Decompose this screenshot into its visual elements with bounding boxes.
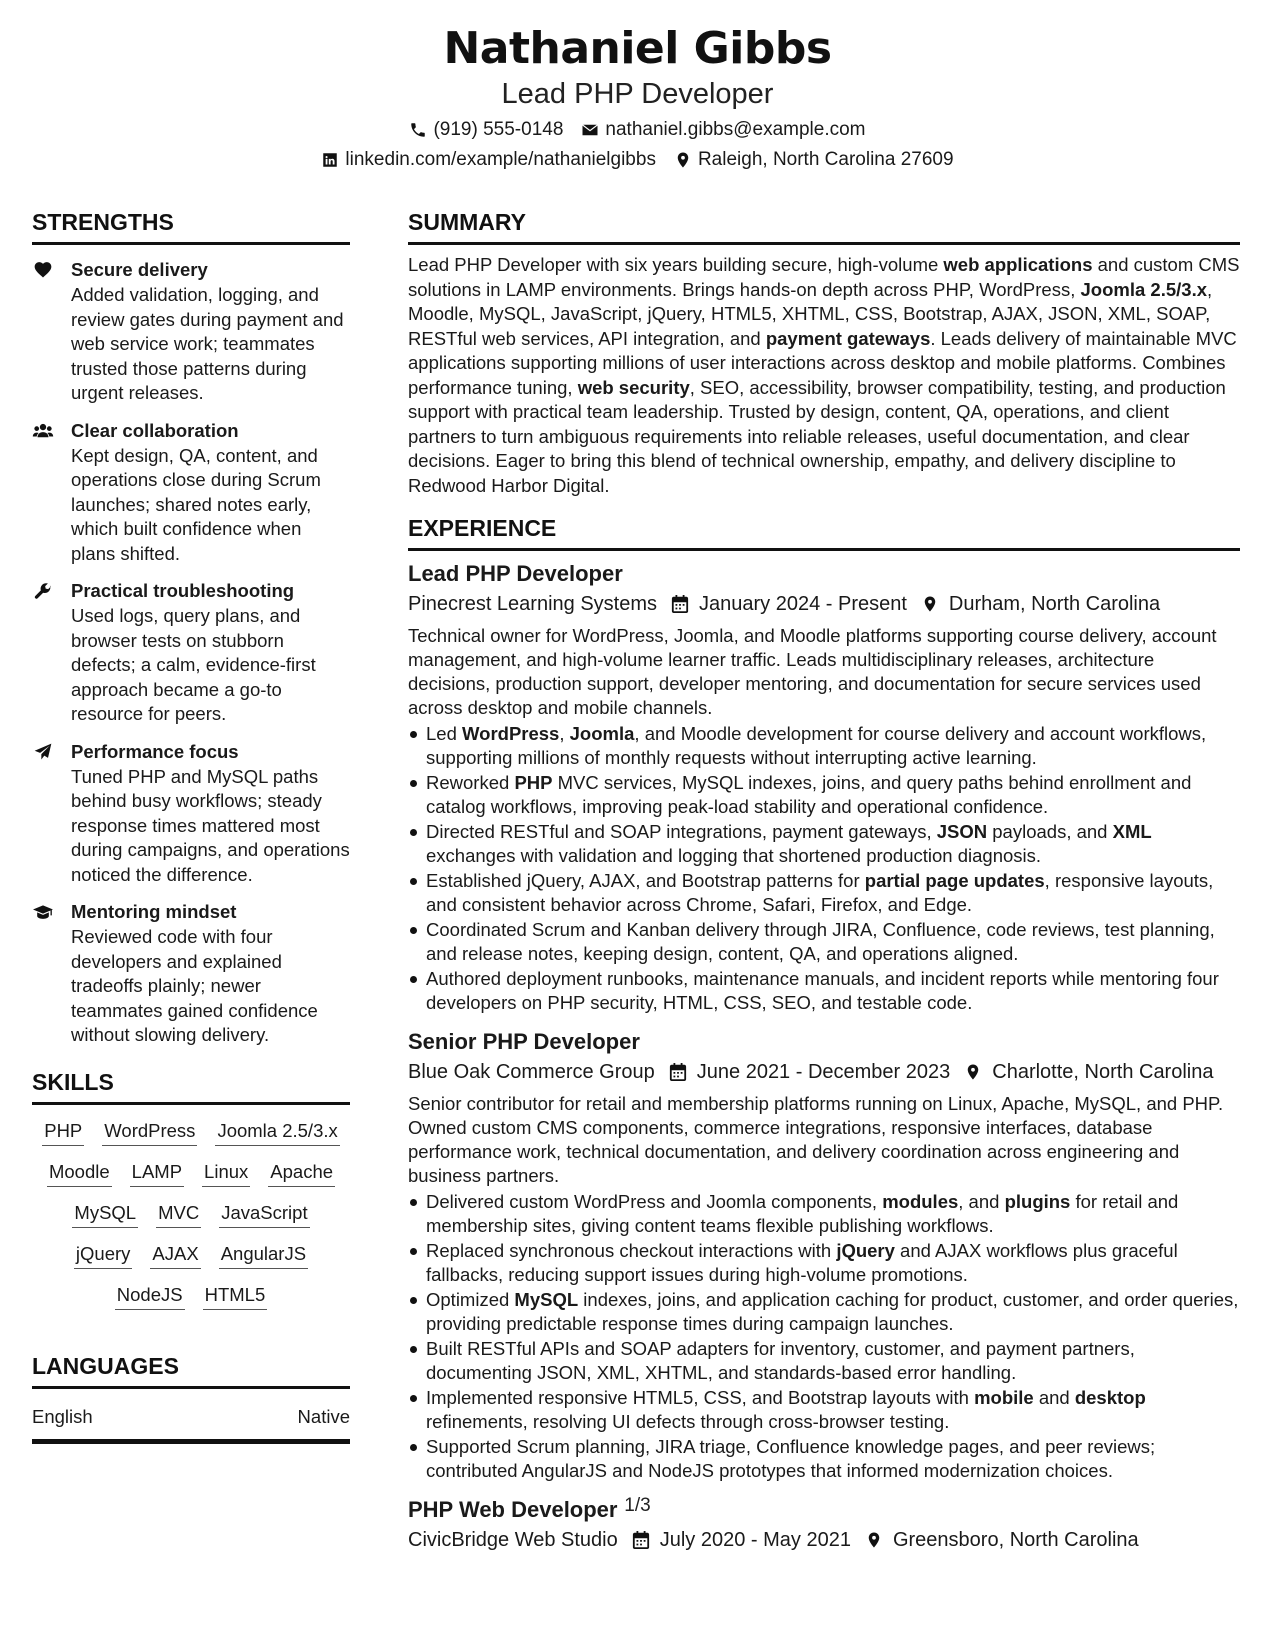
right-column — [408, 208, 1240, 1554]
summary-text: Lead PHP Developer with six years building secure, high-volume web applications and custom CMS solutions in LAMP environments. Brings hands-on depth across PHP, WordPress, Joomla 2.5/3.x, Moodle, MySQL, JavaScript, jQuery, HTML5, XHTML, CSS, Bootstrap, AJAX, JSON, XML, SOAP, RESTful web services, API integration, and payment gateways. Leads delivery of maintainable MVC applications supporting millions of user interactions across desktop and mobile platforms. Combines performance tuning, web security, SEO, accessibility, browser compatibility, testing, and production support with practical team leadership. Trusted by design, content, QA, operations, and client partners to turn ambiguous requirements into reliable releases, useful documentation, and clear decisions. Eager to bring this blend of technical ownership, empathy, and delivery discipline to Redwood Harbor Digital. — [408, 254, 1240, 496]
strengths-heading: STRENGTHS — [32, 208, 350, 245]
job-entry — [408, 559, 1240, 1015]
language-name: English — [32, 1405, 93, 1427]
job-dates: July 2020 - May 2021 — [659, 1529, 851, 1551]
job-meta — [408, 1526, 1240, 1554]
candidate-name: Nathaniel Gibbs — [443, 23, 832, 74]
map-pin-icon — [674, 151, 692, 169]
job-location: Durham, North Carolina — [948, 593, 1161, 615]
resume-header — [0, 22, 1275, 173]
contact-location — [674, 147, 954, 173]
contact-email[interactable] — [581, 117, 865, 143]
job-company: CivicBridge Web Studio — [408, 1529, 618, 1551]
strength-item — [32, 899, 350, 1048]
skill-tag: MVC — [156, 1199, 201, 1228]
users-icon — [32, 421, 54, 441]
email-text: nathaniel.gibbs@example.com — [605, 119, 866, 140]
job-meta — [408, 1058, 1240, 1086]
wrench-icon — [32, 581, 54, 601]
job-bullet: Supported Scrum planning, JIRA triage, Confluence knowledge pages, and peer reviews; contributed AngularJS and NodeJS prototypes that informed modernization choices. — [408, 1435, 1240, 1483]
skills-heading: SKILLS — [32, 1068, 350, 1105]
skill-tag: MySQL — [72, 1199, 138, 1228]
graduation-cap-icon — [32, 902, 54, 922]
job-location: Greensboro, North Carolina — [892, 1529, 1139, 1551]
job-bullet: Replaced synchronous checkout interactions with jQuery and AJAX workflows plus graceful fallbacks, reducing support issues during high-volume promotions. — [408, 1239, 1240, 1287]
job-entry — [408, 1027, 1240, 1483]
contact-row-1 — [0, 117, 1275, 143]
skill-tag: Apache — [268, 1158, 335, 1187]
skills-section — [32, 1068, 350, 1310]
job-bullet: Established jQuery, AJAX, and Bootstrap patterns for partial page updates, responsive layouts, and consistent behavior across Chrome, Safari, Firefox, and Edge. — [408, 869, 1240, 917]
calendar-icon — [671, 594, 689, 614]
language-row — [32, 1405, 350, 1444]
skill-tag: HTML5 — [203, 1281, 268, 1310]
experience-section — [408, 514, 1240, 1554]
job-description: Senior contributor for retail and membership platforms running on Linux, Apache, MySQL, and PHP. Owned custom CMS components, commerce integrations, responsive interfaces, database performance work, technical documentation, and delivery coordination across engineering and business partners. — [408, 1093, 1224, 1186]
skill-tag: LAMP — [130, 1158, 184, 1187]
language-level: Native — [297, 1405, 350, 1427]
job-bullet: Implemented responsive HTML5, CSS, and Bootstrap layouts with mobile and desktop refinements, resolving UI defects through cross-browser testing. — [408, 1386, 1240, 1434]
strength-desc: Added validation, logging, and review gates during payment and web service work; teammates trusted those patterns during urgent releases. — [71, 284, 344, 403]
job-bullet: Directed RESTful and SOAP integrations, payment gateways, JSON payloads, and XML exchanges with validation and logging that shortened production diagnosis. — [408, 820, 1240, 868]
job-bullet: Optimized MySQL indexes, joins, and application caching for product, customer, and order queries, providing predictable response times during campaign launches. — [408, 1288, 1240, 1336]
strength-title: Practical troubleshooting — [71, 580, 295, 601]
paper-plane-icon — [32, 742, 54, 762]
strength-item — [32, 739, 350, 888]
job-location: Charlotte, North Carolina — [992, 1061, 1214, 1083]
summary-section — [408, 208, 1240, 498]
skill-tag: Linux — [202, 1158, 250, 1187]
map-pin-icon — [964, 1062, 982, 1082]
strength-desc: Reviewed code with four developers and explained tradeoffs plainly; newer teammates gained confidence without slowing delivery. — [71, 926, 318, 1045]
skill-tag: WordPress — [102, 1117, 197, 1146]
strength-title: Clear collaboration — [71, 419, 239, 441]
job-company: Pinecrest Learning Systems — [408, 593, 658, 615]
skill-tag: AJAX — [150, 1240, 200, 1269]
map-pin-icon — [865, 1530, 883, 1550]
location-text: Raleigh, North Carolina 27609 — [697, 149, 954, 170]
strength-title: Secure delivery — [71, 259, 208, 280]
job-dates: June 2021 - December 2023 — [696, 1061, 951, 1083]
calendar-icon — [632, 1530, 650, 1550]
job-meta — [408, 590, 1240, 618]
job-bullet: Built RESTful APIs and SOAP adapters for inventory, customer, and payment partners, documenting JSON, XML, XHTML, and standards-based error handling. — [408, 1337, 1240, 1385]
heart-icon — [32, 260, 54, 280]
strength-title: Performance focus — [71, 740, 239, 762]
skills-list — [32, 1117, 350, 1310]
skill-tag: Joomla 2.5/3.x — [215, 1117, 339, 1146]
job-title: Lead PHP Developer — [408, 561, 623, 586]
contact-phone[interactable] — [409, 117, 563, 143]
job-dates: January 2024 - Present — [699, 593, 907, 615]
job-bullets — [408, 722, 1240, 1015]
contact-row-2 — [0, 147, 1275, 173]
strength-desc: Kept design, QA, content, and operations close during Scrum launches; shared notes early, which built confidence when plans shifted. — [71, 444, 321, 564]
languages-heading: LANGUAGES — [32, 1352, 350, 1389]
job-bullet: Authored deployment runbooks, maintenance manuals, and incident reports while mentoring four developers on PHP security, HTML, CSS, SEO, and testable code. — [408, 967, 1240, 1015]
skill-tag: NodeJS — [115, 1281, 185, 1310]
candidate-title: Lead PHP Developer — [501, 78, 774, 110]
skill-tag: jQuery — [74, 1240, 133, 1269]
calendar-icon — [669, 1062, 687, 1082]
phone-icon — [409, 121, 427, 139]
linkedin-text: linkedin.com/example/nathanielgibbs — [345, 149, 656, 170]
job-company: Blue Oak Commerce Group — [408, 1061, 655, 1083]
job-bullets — [408, 1190, 1240, 1483]
strength-desc: Used logs, query plans, and browser tests on stubborn defects; a calm, evidence-first approach became a go-to resource for peers. — [71, 605, 316, 724]
map-pin-icon — [921, 594, 939, 614]
strength-desc: Tuned PHP and MySQL paths behind busy workflows; steady response times mattered most during campaigns, and operations noticed the difference. — [71, 765, 350, 885]
envelope-icon — [581, 121, 599, 139]
contact-linkedin[interactable] — [321, 147, 656, 173]
job-bullet: Led WordPress, Joomla, and Moodle development for course delivery and account workflows, supporting millions of monthly requests without interrupting active learning. — [408, 722, 1240, 770]
job-title: Senior PHP Developer — [408, 1029, 640, 1054]
page-number: 1/3 — [624, 1495, 651, 1516]
job-bullet: Delivered custom WordPress and Joomla components, modules, and plugins for retail and membership sites, giving content teams flexible publishing workflows. — [408, 1190, 1240, 1238]
job-description: Technical owner for WordPress, Joomla, and Moodle platforms supporting course delivery, account management, and high-volume learner traffic. Leads multidisciplinary releases, architecture decisions, production support, developer mentoring, and documentation for secure services used across desktop and mobile channels. — [408, 625, 1217, 718]
strength-title: Mentoring mindset — [71, 901, 237, 922]
strength-item — [32, 578, 350, 727]
skill-tag: AngularJS — [219, 1240, 308, 1269]
phone-text: (919) 555-0148 — [433, 119, 564, 140]
summary-heading: SUMMARY — [408, 208, 1240, 245]
skill-tag: PHP — [42, 1117, 84, 1146]
skill-tag: JavaScript — [219, 1199, 309, 1228]
skill-tag: Moodle — [47, 1158, 112, 1187]
strength-item — [32, 418, 350, 567]
strengths-section — [32, 208, 350, 1048]
languages-section — [32, 1352, 350, 1444]
job-bullet: Reworked PHP MVC services, MySQL indexes, joins, and query paths behind enrollment and catalog workflows, improving peak-load stability and operational confidence. — [408, 771, 1240, 819]
left-column — [32, 208, 350, 1444]
job-bullet: Coordinated Scrum and Kanban delivery through JIRA, Confluence, code reviews, test planning, and release notes, keeping design, content, QA, and operations aligned. — [408, 918, 1240, 966]
strength-item — [32, 257, 350, 406]
job-title: PHP Web Developer — [408, 1497, 618, 1522]
experience-heading: EXPERIENCE — [408, 514, 1240, 551]
strengths-list — [32, 257, 350, 1048]
linkedin-icon — [321, 151, 339, 169]
